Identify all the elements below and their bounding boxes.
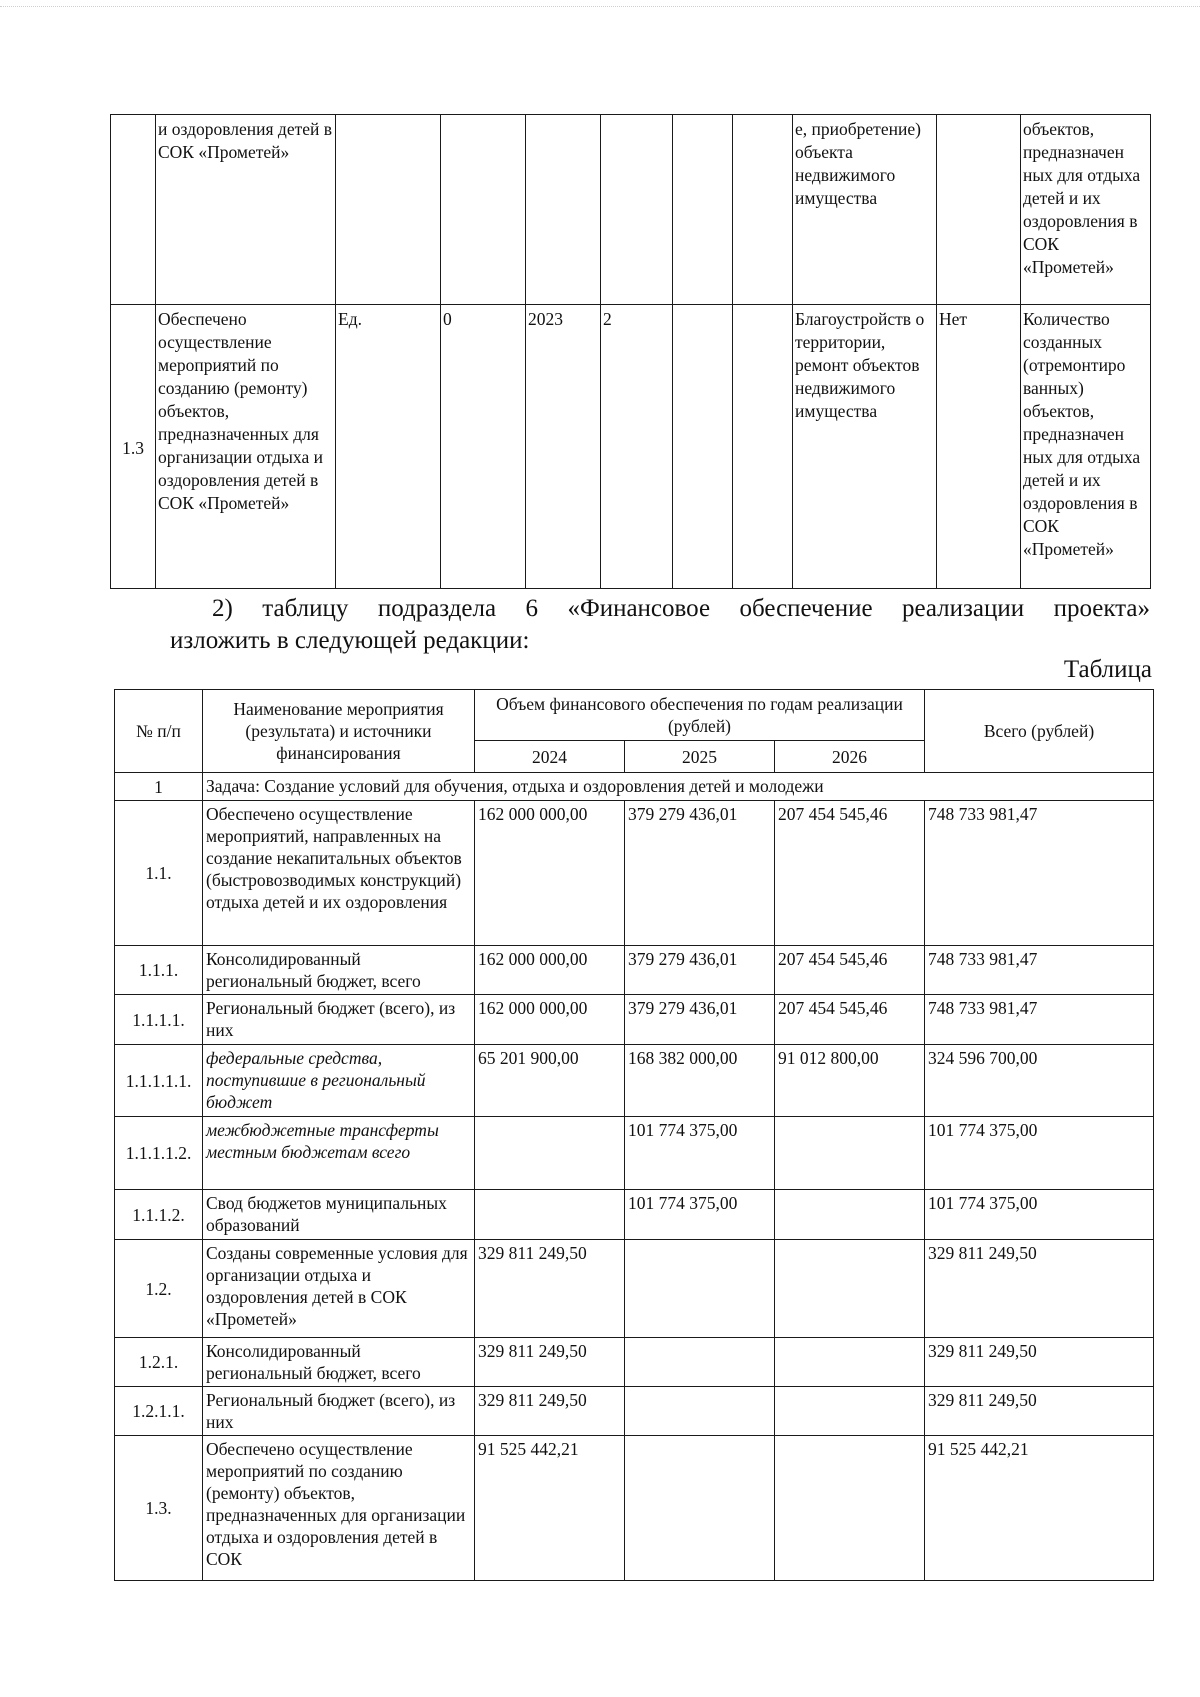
value-cell: [601, 115, 673, 305]
value-2024: [475, 1190, 625, 1240]
task-row: [115, 773, 1154, 801]
header-year-2025: 2025: [625, 741, 775, 773]
row-name: федеральные средства, поступившие в региональный бюджет: [203, 1045, 475, 1117]
result-name: и оздоровления детей в СОК «Прометей»: [156, 115, 336, 305]
value-2024: 65 201 900,00: [475, 1045, 625, 1117]
value-2026: 207 454 545,46: [775, 995, 925, 1045]
value-2025: [625, 1338, 775, 1387]
value-2025: 101 774 375,00: [625, 1117, 775, 1190]
result-type-cell: е, приобретение) объекта недвижимого имущества: [793, 115, 937, 305]
row-name: Консолидированный региональный бюджет, всего: [203, 946, 475, 995]
value-total: 91 525 442,21: [925, 1436, 1154, 1581]
table-row: [115, 801, 1154, 946]
value-2025: 168 382 000,00: [625, 1045, 775, 1117]
value-total: 748 733 981,47: [925, 946, 1154, 995]
paragraph-line: 2) таблицу подраздела 6 «Финансовое обеспечение реализации проекта»: [212, 595, 1150, 622]
value-2024: 91 525 442,21: [475, 1436, 625, 1581]
value-total: 101 774 375,00: [925, 1117, 1154, 1190]
value-2024: 162 000 000,00: [475, 946, 625, 995]
row-name: Региональный бюджет (всего), из них: [203, 1387, 475, 1436]
year-cell: 2023: [526, 305, 601, 589]
row-name: Региональный бюджет (всего), из них: [203, 995, 475, 1045]
row-number: 1.2.1.: [115, 1338, 203, 1387]
table-row: [115, 1338, 1154, 1387]
empty-cell: [733, 115, 793, 305]
base-value-cell: 0: [441, 305, 526, 589]
value-2025: [625, 1436, 775, 1581]
flag-cell: Нет: [937, 305, 1021, 589]
header-name: Наименование мероприятия (результата) и источники финансирования: [203, 690, 475, 773]
value-total: 329 811 249,50: [925, 1338, 1154, 1387]
row-number: 1.1.1.: [115, 946, 203, 995]
value-2026: [775, 1117, 925, 1190]
value-total: 748 733 981,47: [925, 801, 1154, 946]
value-2026: 207 454 545,46: [775, 946, 925, 995]
value-2024: 329 811 249,50: [475, 1338, 625, 1387]
scan-edge: [0, 6, 1200, 7]
value-2025: 379 279 436,01: [625, 995, 775, 1045]
value-total: 101 774 375,00: [925, 1190, 1154, 1240]
row-name: Созданы современные условия для организации отдыха и оздоровления детей в СОК «Прометей»: [203, 1240, 475, 1338]
value-2025: 101 774 375,00: [625, 1190, 775, 1240]
table-row: [115, 1045, 1154, 1117]
table-row: [115, 1436, 1154, 1581]
value-2026: [775, 1190, 925, 1240]
table-row: [115, 946, 1154, 995]
header-year-2026: 2026: [775, 741, 925, 773]
indicator-cell: объектов, предназначен ных для отдыха детей и их оздоровления в СОК «Прометей»: [1021, 115, 1151, 305]
row-number: 1.2.1.1.: [115, 1387, 203, 1436]
row-number: 1.1.: [115, 801, 203, 946]
result-type-cell: Благоустройств о территории, ремонт объектов недвижимого имущества: [793, 305, 937, 589]
row-number: 1.1.1.1.2.: [115, 1117, 203, 1190]
value-2024: [475, 1117, 625, 1190]
unit-cell: Ед.: [336, 305, 441, 589]
instruction-paragraph: [170, 593, 1150, 657]
table-row: [115, 995, 1154, 1045]
base-value-cell: [441, 115, 526, 305]
value-2025: 379 279 436,01: [625, 946, 775, 995]
value-2024: 329 811 249,50: [475, 1387, 625, 1436]
value-2025: [625, 1387, 775, 1436]
table-row: [115, 1240, 1154, 1338]
flag-cell: [937, 115, 1021, 305]
table-row: [111, 305, 1151, 589]
row-number: 1.2.: [115, 1240, 203, 1338]
value-2026: 91 012 800,00: [775, 1045, 925, 1117]
table-row: [111, 115, 1151, 305]
value-2026: [775, 1387, 925, 1436]
value-2024: 162 000 000,00: [475, 995, 625, 1045]
paragraph-line: изложить в следующей редакции:: [170, 627, 530, 654]
value-2026: [775, 1436, 925, 1581]
row-number: 1.1.1.2.: [115, 1190, 203, 1240]
year-cell: [526, 115, 601, 305]
value-2024: 329 811 249,50: [475, 1240, 625, 1338]
result-name: Обеспечено осуществление мероприятий по созданию (ремонту) объектов, предназначенных для организации отдыха и оздоровления детей в СОК «Прометей»: [156, 305, 336, 589]
row-name: Консолидированный региональный бюджет, всего: [203, 1338, 475, 1387]
header-volume: Объем финансового обеспечения по годам реализации (рублей): [475, 690, 925, 741]
row-number: 1.3.: [115, 1436, 203, 1581]
value-total: 329 811 249,50: [925, 1387, 1154, 1436]
empty-cell: [673, 305, 733, 589]
table-caption: Таблица: [1063, 656, 1152, 683]
financing-table: [114, 689, 1154, 1581]
value-2025: 379 279 436,01: [625, 801, 775, 946]
value-total: 748 733 981,47: [925, 995, 1154, 1045]
value-2026: [775, 1338, 925, 1387]
value-2026: [775, 1240, 925, 1338]
value-2025: [625, 1240, 775, 1338]
row-name: Обеспечено осуществление мероприятий, направленных на создание некапитальных объектов (быстровозводимых конструкций) отдыха детей и их оздоровления: [203, 801, 475, 946]
table-row: [115, 1190, 1154, 1240]
task-text: Задача: Создание условий для обучения, отдыха и оздоровления детей и молодежи: [203, 773, 1154, 801]
row-name: Свод бюджетов муниципальных образований: [203, 1190, 475, 1240]
row-number: 1.1.1.1.: [115, 995, 203, 1045]
header-num: № п/п: [115, 690, 203, 773]
header-year-2024: 2024: [475, 741, 625, 773]
value-2026: 207 454 545,46: [775, 801, 925, 946]
header-row: [115, 690, 1154, 741]
table-row: [115, 1387, 1154, 1436]
header-total: Всего (рублей): [925, 690, 1154, 773]
value-total: 324 596 700,00: [925, 1045, 1154, 1117]
indicator-cell: Количество созданных (отремонтиро ванных) объектов, предназначен ных для отдыха детей и их оздоровления в СОК «Прометей»: [1021, 305, 1151, 589]
row-number: 1.1.1.1.1.: [115, 1045, 203, 1117]
row-number: [111, 115, 156, 305]
row-name: Обеспечено осуществление мероприятий по созданию (ремонту) объектов, предназначенных для организации отдыха и оздоровления детей в СОК: [203, 1436, 475, 1581]
task-number: 1: [115, 773, 203, 801]
empty-cell: [733, 305, 793, 589]
table-row: [115, 1117, 1154, 1190]
row-name: межбюджетные трансферты местным бюджетам всего: [203, 1117, 475, 1190]
unit-cell: [336, 115, 441, 305]
value-2024: 162 000 000,00: [475, 801, 625, 946]
row-number: 1.3: [111, 305, 156, 589]
value-total: 329 811 249,50: [925, 1240, 1154, 1338]
empty-cell: [673, 115, 733, 305]
indicators-table: [110, 114, 1151, 589]
value-cell: 2: [601, 305, 673, 589]
